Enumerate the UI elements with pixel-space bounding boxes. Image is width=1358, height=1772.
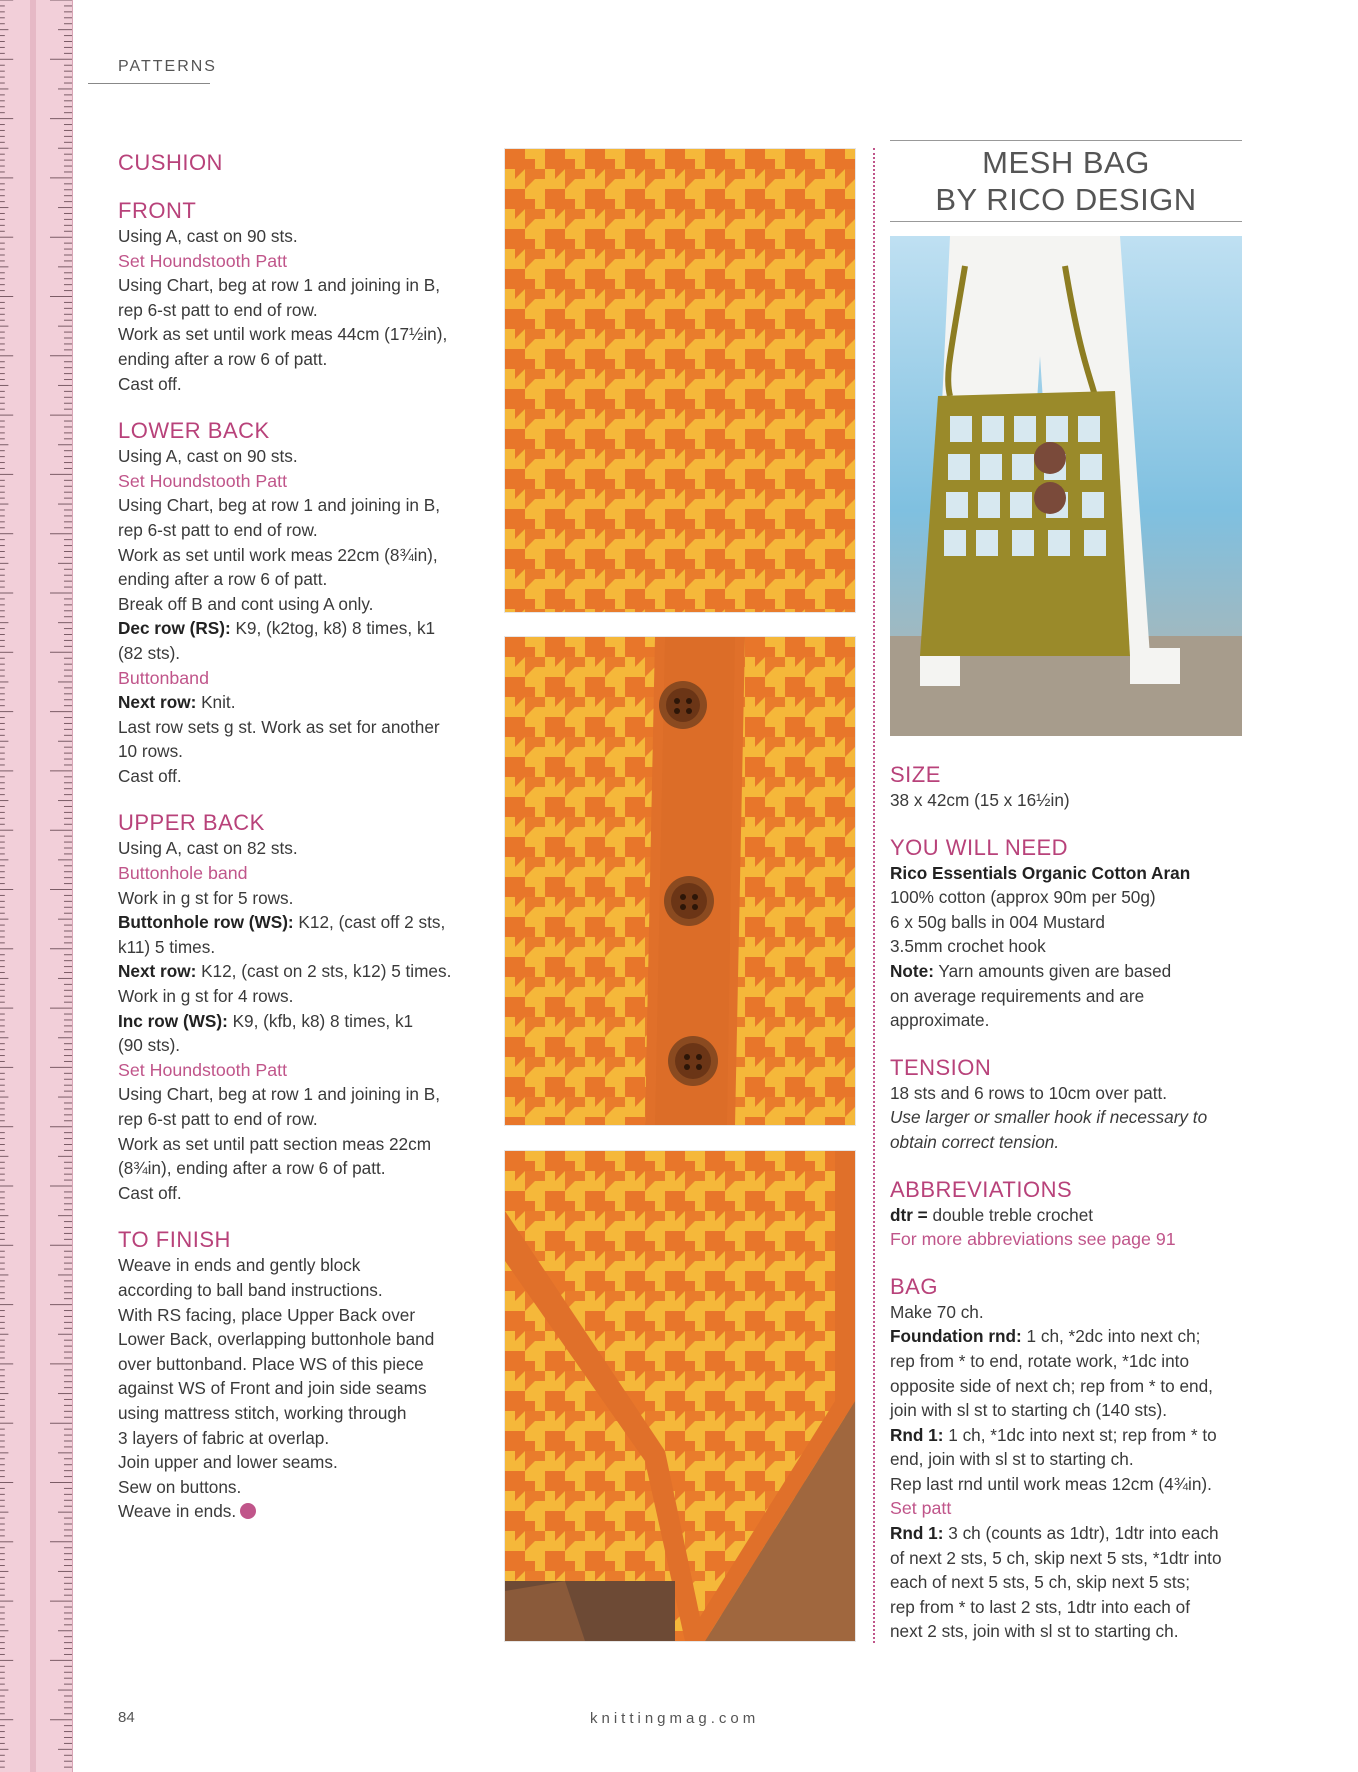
rnd1-patt-label: Rnd 1: xyxy=(890,1523,944,1544)
next-row-label: Next row: xyxy=(118,692,197,713)
finish-line: Weave in ends and gently block xyxy=(118,1255,361,1276)
finish-line: over buttonband. Place WS of this piece xyxy=(118,1353,424,1374)
mesh-bag-image xyxy=(890,236,1242,736)
lower-back-heading: LOWER BACK xyxy=(118,418,270,444)
note-label: Note: xyxy=(890,960,934,981)
houndstooth-swatch xyxy=(505,149,855,612)
note-text: Yarn amounts given are based xyxy=(933,960,1172,981)
mesh-bag-title-line1: MESH BAG xyxy=(982,145,1150,180)
next-row xyxy=(118,690,478,715)
upper-back-line: (90 sts). xyxy=(118,1035,181,1056)
lower-back-line: ending after a row 6 of patt. xyxy=(118,569,328,590)
next-row-label: Next row: xyxy=(118,961,197,982)
website: knittingmag.com xyxy=(590,1710,760,1727)
lower-back-line: 10 rows. xyxy=(118,741,183,762)
need-line: 6 x 50g balls in 004 Mustard xyxy=(890,911,1105,932)
button-icon xyxy=(659,681,707,729)
section-label: PATTERNS xyxy=(118,58,217,75)
bag-line: end, join with sl st to starting ch. xyxy=(890,1449,1134,1470)
yarn-name: Rico Essentials Organic Cotton Aran xyxy=(890,862,1191,883)
dec-row-label: Dec row (RS): xyxy=(118,618,231,639)
set-patt-subheading: Set patt xyxy=(890,1498,952,1519)
bag-line: rep from * to last 2 sts, 1dtr into each of xyxy=(890,1596,1190,1617)
to-finish-heading: TO FINISH xyxy=(118,1227,231,1253)
lower-back-line: Using Chart, beg at row 1 and joining in B, xyxy=(118,495,440,516)
finish-line: according to ball band instructions. xyxy=(118,1279,383,1300)
finish-line: With RS facing, place Upper Back over xyxy=(118,1304,416,1325)
rnd1-label: Rnd 1: xyxy=(890,1424,944,1445)
tension-text: 18 sts and 6 rows to 10cm over patt. xyxy=(890,1082,1168,1103)
note xyxy=(890,959,1252,984)
front-line: Cast off. xyxy=(118,373,182,394)
front-heading: FRONT xyxy=(118,198,197,223)
finish-line: 3 layers of fabric at overlap. xyxy=(118,1427,330,1448)
mesh-bag-title-line2: BY RICO DESIGN xyxy=(935,182,1197,217)
upper-back-line: (8¾in), ending after a row 6 of patt. xyxy=(118,1158,386,1179)
dtr-label: dtr = xyxy=(890,1204,928,1225)
bag-line: Make 70 ch. xyxy=(890,1301,984,1322)
front-line: Using Chart, beg at row 1 and joining in B, xyxy=(118,275,440,296)
ruler xyxy=(0,0,73,1772)
dtr-abbrev xyxy=(890,1203,1252,1228)
lower-back-line: Last row sets g st. Work as set for another xyxy=(118,716,440,737)
upper-back-line: Work as set until patt section meas 22cm xyxy=(118,1133,432,1154)
buttonhole-row-label: Buttonhole row (WS): xyxy=(118,912,294,933)
bag-heading: BAG xyxy=(890,1273,938,1299)
upper-back-line: Using Chart, beg at row 1 and joining in B, xyxy=(118,1084,440,1105)
upper-back-heading: UPPER BACK xyxy=(118,810,265,836)
lower-back-line: Break off B and cont using A only. xyxy=(118,593,374,614)
mesh-bag-pattern-column xyxy=(890,762,1252,1644)
bag-line: Rep last rnd until work meas 12cm (4¾in). xyxy=(890,1473,1212,1494)
upper-back-line: Work in g st for 4 rows. xyxy=(118,986,294,1007)
foundation-label: Foundation rnd: xyxy=(890,1326,1022,1347)
buttonhole-band-subheading: Buttonhole band xyxy=(118,863,248,884)
finish-line: against WS of Front and join side seams xyxy=(118,1378,427,1399)
upper-back-line: k11) 5 times. xyxy=(118,936,216,957)
dec-row xyxy=(118,616,478,641)
note-line: approximate. xyxy=(890,1010,990,1031)
front-line: Using A, cast on 90 sts. xyxy=(118,226,298,246)
front-line: Work as set until work meas 44cm (17½in), xyxy=(118,324,448,345)
bag-line: of next 2 sts, 5 ch, skip next 5 sts, *1dtr into xyxy=(890,1547,1222,1568)
cushion-pattern-column xyxy=(118,150,478,1524)
rnd1-text: 1 ch, *1dc into next st; rep from * to xyxy=(943,1424,1217,1445)
button-icon xyxy=(664,876,714,926)
buttonhole-row-text: K12, (cast off 2 sts, xyxy=(293,912,446,933)
tension-note: Use larger or smaller hook if necessary to xyxy=(890,1107,1208,1128)
front-line: ending after a row 6 of patt. xyxy=(118,348,328,369)
end-mark-icon xyxy=(240,1503,256,1519)
note-line: on average requirements and are xyxy=(890,985,1145,1006)
front-line: rep 6-st patt to end of row. xyxy=(118,299,318,320)
next-row-text: K12, (cast on 2 sts, k12) 5 times. xyxy=(196,961,452,982)
rnd1-patt xyxy=(890,1521,1252,1546)
more-abbreviations-link: For more abbreviations see page 91 xyxy=(890,1229,1176,1250)
houndstooth-swatch-photo xyxy=(504,148,856,613)
page-number: 84 xyxy=(118,1709,135,1726)
tension-heading: TENSION xyxy=(890,1054,992,1080)
bag-line: join with sl st to starting ch (140 sts). xyxy=(890,1400,1168,1421)
lower-back-subheading: Set Houndstooth Patt xyxy=(118,470,288,491)
buttonband-subheading: Buttonband xyxy=(118,667,209,688)
button-icon xyxy=(668,1036,718,1086)
finish-line: Sew on buttons. xyxy=(118,1476,242,1497)
inc-row-text: K9, (kfb, k8) 8 times, k1 xyxy=(227,1010,414,1031)
buttonband-photo xyxy=(504,636,856,1126)
lower-back-line: Using A, cast on 90 sts. xyxy=(118,446,298,467)
finish-line: Join upper and lower seams. xyxy=(118,1452,338,1473)
upper-back-line: Using A, cast on 82 sts. xyxy=(118,838,298,859)
finish-last-text: Weave in ends. xyxy=(118,1501,237,1522)
need-line: 3.5mm crochet hook xyxy=(890,936,1046,957)
tension-note: obtain correct tension. xyxy=(890,1131,1060,1152)
need-line: 100% cotton (approx 90m per 50g) xyxy=(890,887,1156,908)
front-subheading: Set Houndstooth Patt xyxy=(118,250,288,271)
bag-line: each of next 5 sts, 5 ch, skip next 5 sts; xyxy=(890,1572,1190,1593)
foundation-text: 1 ch, *2dc into next ch; xyxy=(1021,1326,1201,1347)
ruler-ticks xyxy=(0,0,72,1772)
upper-back-subheading: Set Houndstooth Patt xyxy=(118,1059,288,1080)
size-heading: SIZE xyxy=(890,762,941,787)
mesh-bag-title xyxy=(890,140,1242,222)
rnd1 xyxy=(890,1423,1252,1448)
upper-back-line: Cast off. xyxy=(118,1182,182,1203)
finish-line: Lower Back, overlapping buttonhole band xyxy=(118,1329,435,1350)
column-divider xyxy=(873,148,875,1643)
inc-row-label: Inc row (WS): xyxy=(118,1010,228,1031)
rnd1-patt-text: 3 ch (counts as 1dtr), 1dtr into each xyxy=(943,1523,1219,1544)
dtr-text: double treble crochet xyxy=(927,1204,1094,1225)
next-row-text: Knit. xyxy=(196,692,236,713)
cushion-edge-swatch xyxy=(505,1151,855,1641)
buttonband-swatch xyxy=(505,637,855,1125)
size-text: 38 x 42cm (15 x 16½in) xyxy=(890,790,1070,810)
bag-line: rep from * to end, rotate work, *1dc into xyxy=(890,1350,1190,1371)
bag-line: opposite side of next ch; rep from * to end, xyxy=(890,1375,1213,1396)
buttonhole-row xyxy=(118,910,478,935)
you-will-need-heading: YOU WILL NEED xyxy=(890,834,1069,860)
upper-back-line: Work in g st for 5 rows. xyxy=(118,887,294,908)
lower-back-line: rep 6-st patt to end of row. xyxy=(118,519,318,540)
abbreviations-heading: ABBREVIATIONS xyxy=(890,1176,1073,1202)
bag-line: next 2 sts, join with sl st to starting ch. xyxy=(890,1621,1179,1642)
header-rule xyxy=(88,83,210,84)
next-row xyxy=(118,959,478,984)
cushion-title: CUSHION xyxy=(118,150,223,175)
finish-last-line xyxy=(118,1499,478,1524)
inc-row xyxy=(118,1009,478,1034)
finish-line: using mattress stitch, working through xyxy=(118,1402,407,1423)
lower-back-line: Work as set until work meas 22cm (8¾in), xyxy=(118,544,438,565)
dec-row-text: K9, (k2tog, k8) 8 times, k1 xyxy=(230,618,436,639)
foundation-rnd xyxy=(890,1324,1252,1349)
lower-back-line: (82 sts). xyxy=(118,642,181,663)
mesh-bag-photo xyxy=(890,236,1242,736)
upper-back-line: rep 6-st patt to end of row. xyxy=(118,1109,318,1129)
cushion-edge-photo xyxy=(504,1150,856,1642)
lower-back-line: Cast off. xyxy=(118,765,182,786)
